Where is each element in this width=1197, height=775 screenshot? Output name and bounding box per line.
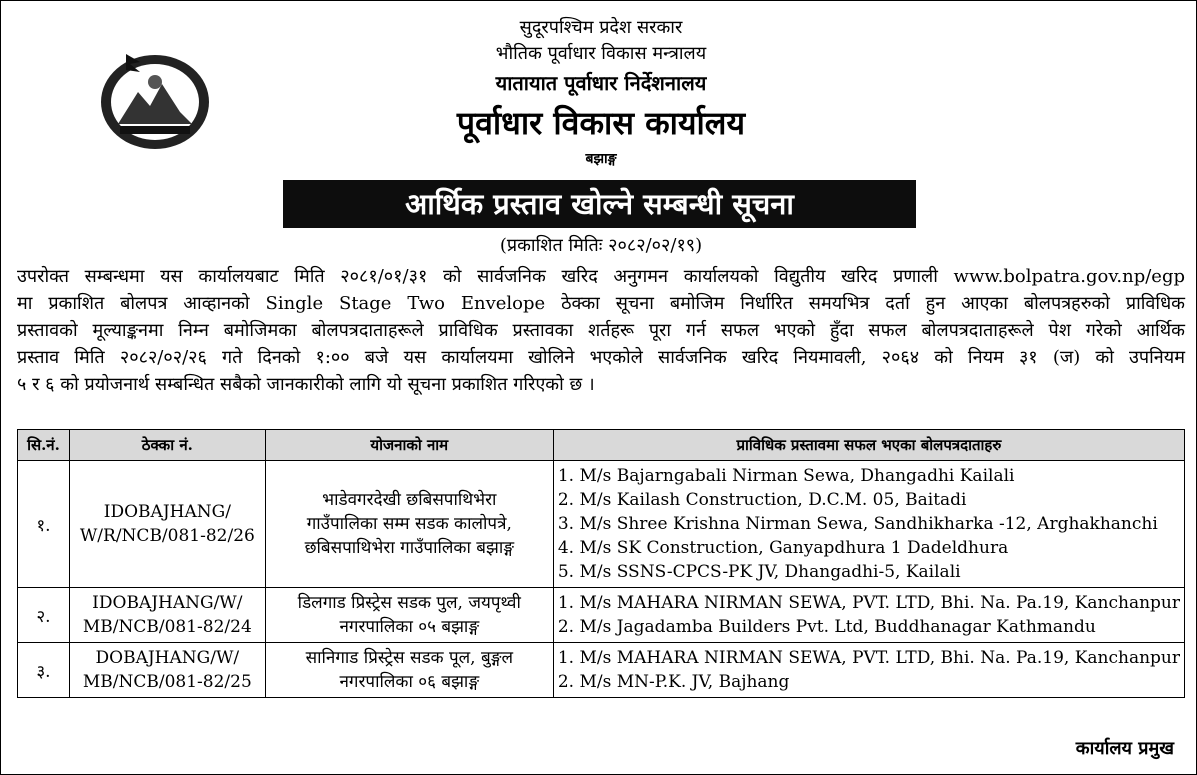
bidder-item: 2. M/s MN-P.K. JV, Bajhang xyxy=(557,672,790,692)
bidder-list xyxy=(558,646,1180,694)
signature-label: कार्यालय प्रमुख xyxy=(1075,738,1174,759)
notice-body xyxy=(17,263,1185,398)
bidder-item: 2. M/s Kailash Construction, D.C.M. 05, Baitadi xyxy=(557,490,967,510)
bidder-item: 2. M/s Jagadamba Builders Pvt. Ltd, Buddhanagar Kathmandu xyxy=(557,617,1096,637)
bidder-item: 1. M/s Bajarngabali Nirman Sewa, Dhangadhi Kailali xyxy=(557,466,1015,486)
bidder-list xyxy=(558,591,1180,639)
header-province: सुदूरपश्चिम प्रदेश सरकार xyxy=(519,17,683,38)
col-header-project: योजनाको नाम xyxy=(265,430,553,461)
notice-body-line: उपरोक्त सम्बन्धमा यस कार्यालयबाट मिति २०८१/०१/३१ को सार्वजनिक खरिद अनुगमन कार्यालयको विद्युतीय खरिद प्रणाली www.bolpatra.gov.np/egp xyxy=(17,266,1185,287)
contract-line: IDOBAJHANG/ xyxy=(103,502,231,522)
header-ministry: भौतिक पूर्वाधार विकास मन्त्रालय xyxy=(495,43,707,64)
bidder-item: 1. M/s MAHARA NIRMAN SEWA, PVT. LTD, Bhi. Na. Pa.19, Kanchanpur xyxy=(557,648,1180,668)
cell-sn: २. xyxy=(18,588,70,643)
cell-project xyxy=(265,643,553,698)
contract-line: MB/NCB/081-82/24 xyxy=(82,617,252,637)
table-header-row xyxy=(18,430,1185,461)
bidder-item: 5. M/s SSNS-CPCS-PK JV, Dhangadhi-5, Kailali xyxy=(557,562,961,582)
cell-contract xyxy=(69,588,265,643)
col-header-bidders: प्राविधिक प्रस्तावमा सफल भएका बोलपत्रदाताहरु xyxy=(553,430,1184,461)
cell-contract xyxy=(69,461,265,588)
bidders-table xyxy=(17,429,1185,698)
notice-body-line: प्रस्तावको मूल्याङ्कनमा निम्न बमोजिमका बोलपत्रदाताहरूले प्राविधिक प्रस्तावका शर्तहरू पूरा गर्न सफल भएको हुँदा सफल बोलपत्रदाताहरूले पेश गरेको आर्थिक xyxy=(17,320,1185,341)
contract-line: DOBAJHANG/W/ xyxy=(95,648,240,668)
contract-line: MB/NCB/081-82/25 xyxy=(82,672,252,692)
table-row xyxy=(18,588,1185,643)
bidder-item: 3. M/s Shree Krishna Nirman Sewa, Sandhikharka -12, Arghakhanchi xyxy=(557,514,1158,534)
col-header-contract: ठेक्का नं. xyxy=(69,430,265,461)
col-header-sn: सि.नं. xyxy=(18,430,70,461)
cell-project xyxy=(265,588,553,643)
notice-title: आर्थिक प्रस्ताव खोल्ने सम्बन्धी सूचना xyxy=(283,180,916,228)
notice-body-line: प्रस्ताव मिति २०८२/०२/२६ गते दिनको १:०० बजे यस कार्यालयमा खोलिने भएकोले सार्वजनिक खरिद नियमावली, २०६४ को नियम ३१ (ज) को उपनियम xyxy=(17,347,1185,368)
bidder-list xyxy=(558,464,1180,584)
project-line: सानिगाड प्रिस्ट्रेस सडक पूल, बुङ्गल xyxy=(305,648,513,668)
contract-line: W/R/NCB/081-82/26 xyxy=(79,526,255,546)
cell-sn: ३. xyxy=(18,643,70,698)
project-line: गाउँपालिका सम्म सडक कालोपत्रे, xyxy=(306,514,512,534)
cell-sn: १. xyxy=(18,461,70,588)
table-row xyxy=(18,643,1185,698)
cell-bidders xyxy=(553,643,1184,698)
bidder-item: 4. M/s SK Construction, Ganyapdhura 1 Dadeldhura xyxy=(557,538,1009,558)
project-line: नगरपालिका ०६ बझाङ्ग xyxy=(339,672,480,692)
cell-project xyxy=(265,461,553,588)
notice-body-line: ५ र ६ को प्रयोजनार्थ सम्बन्धित सबैको जानकारीको लागि यो सूचना प्रकाशित गरिएको छ । xyxy=(17,374,595,395)
cell-contract xyxy=(69,643,265,698)
header-office: पूर्वाधार विकास कार्यालय xyxy=(456,104,746,142)
cell-bidders xyxy=(553,461,1184,588)
bidder-item: 1. M/s MAHARA NIRMAN SEWA, PVT. LTD, Bhi. Na. Pa.19, Kanchanpur xyxy=(557,593,1180,613)
project-line: नगरपालिका ०५ बझाङ्ग xyxy=(339,617,480,637)
header-location: बझाङ्ग xyxy=(585,151,617,167)
project-line: छबिसपाथिभेरा गाउँपालिका बझाङ्ग xyxy=(304,538,514,558)
notice-body-line: मा प्रकाशित बोलपत्र आव्हानको Single Stage Two Envelope ठेक्का सूचना बमोजिम निर्धारित समयभित्र दर्ता हुन आएका बोलपत्रहरुको प्राविधिक xyxy=(17,293,1185,314)
cell-bidders xyxy=(553,588,1184,643)
project-line: भाडेवगरदेखी छबिसपाथिभेरा xyxy=(322,490,497,510)
project-line: डिलगाड प्रिस्ट्रेस सडक पुल, जयपृथ्वी xyxy=(297,593,521,613)
publication-date: (प्रकाशित मितिः २०८२/०२/१९) xyxy=(499,235,703,256)
table-row xyxy=(18,461,1185,588)
contract-line: IDOBAJHANG/W/ xyxy=(92,593,243,613)
nepal-emblem-icon xyxy=(96,46,214,154)
header-directorate: यातायात पूर्वाधार निर्देशनालय xyxy=(495,71,707,95)
